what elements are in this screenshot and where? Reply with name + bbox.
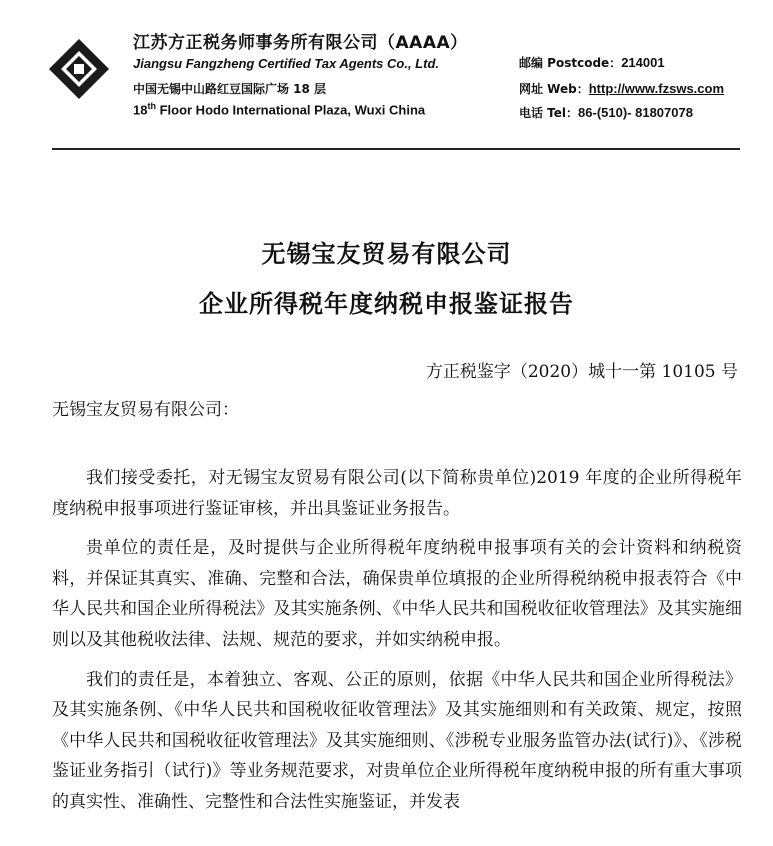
document-number: 方正税鉴字（2020）城十一第 10105 号 — [425, 362, 738, 382]
web-link[interactable]: http://www.fzsws.com — [588, 81, 725, 96]
postcode-line — [519, 54, 665, 71]
address-cn: 中国无锡中山路红豆国际广场 18 层 — [133, 82, 327, 96]
web-line — [519, 80, 724, 97]
tel-label: 电话 Tel： — [519, 106, 579, 120]
document-title-report: 企业所得税年度纳税申报鉴证报告 — [199, 289, 574, 318]
web-label: 网址 Web： — [519, 82, 589, 96]
header-divider — [52, 148, 740, 150]
body-paragraph: 贵单位的责任是，及时提供与企业所得税年度纳税申报事项有关的会计资料和纳税资料，并保证其真实、准确、完整和合法，确保贵单位填报的企业所得税纳税申报表符合《中华人民共和国企业所得税法》及其实施条例、《中华人民共和国税收征收管理法》及其实施细则以及其他税收法律、法规、规范的要求，并如实纳税申报。 — [52, 538, 742, 650]
address-en — [133, 101, 425, 117]
tel-value: 86-(510)- 81807078 — [578, 105, 693, 120]
firm-logo — [48, 38, 110, 100]
document-title-company: 无锡宝友贸易有限公司 — [261, 239, 512, 268]
body-paragraph: 我们的责任是，本着独立、客观、公正的原则，依据《中华人民共和国企业所得税法》及其实施条例、《中华人民共和国税收征收管理法》及其实施细则和有关政策、规定，按照《中华人民共和国税收征收管理法》及其实施细则、《涉税专业服务监管办法(试行)》、《涉税鉴证业务指引（试行)》等业务规范要求，对贵单位企业所得税年度纳税申报的所有重大事项的真实性、准确性、完整性和合法性实施鉴证，并发表 — [52, 669, 742, 812]
postcode-label: 邮编 Postcode： — [519, 56, 622, 70]
firm-name-en: Jiangsu Fangzheng Certified Tax Agents Co., Ltd. — [133, 56, 440, 71]
report-body — [52, 463, 742, 827]
firm-name-cn: 江苏方正税务师事务所有限公司（AAAA） — [133, 33, 468, 53]
postcode-value: 214001 — [621, 55, 665, 70]
address-floor-number: 18 — [133, 102, 148, 118]
addressee: 无锡宝友贸易有限公司： — [52, 400, 239, 420]
diamond-logo-icon — [48, 38, 110, 100]
address-en-rest: Floor Hodo International Plaza, Wuxi China — [155, 102, 426, 118]
body-paragraph: 我们接受委托，对无锡宝友贸易有限公司(以下简称贵单位)2019 年度的企业所得税年度纳税申报事项进行鉴证审核，并出具鉴证业务报告。 — [52, 468, 742, 519]
address-floor-suffix: th — [147, 101, 156, 111]
tel-line — [519, 104, 693, 121]
